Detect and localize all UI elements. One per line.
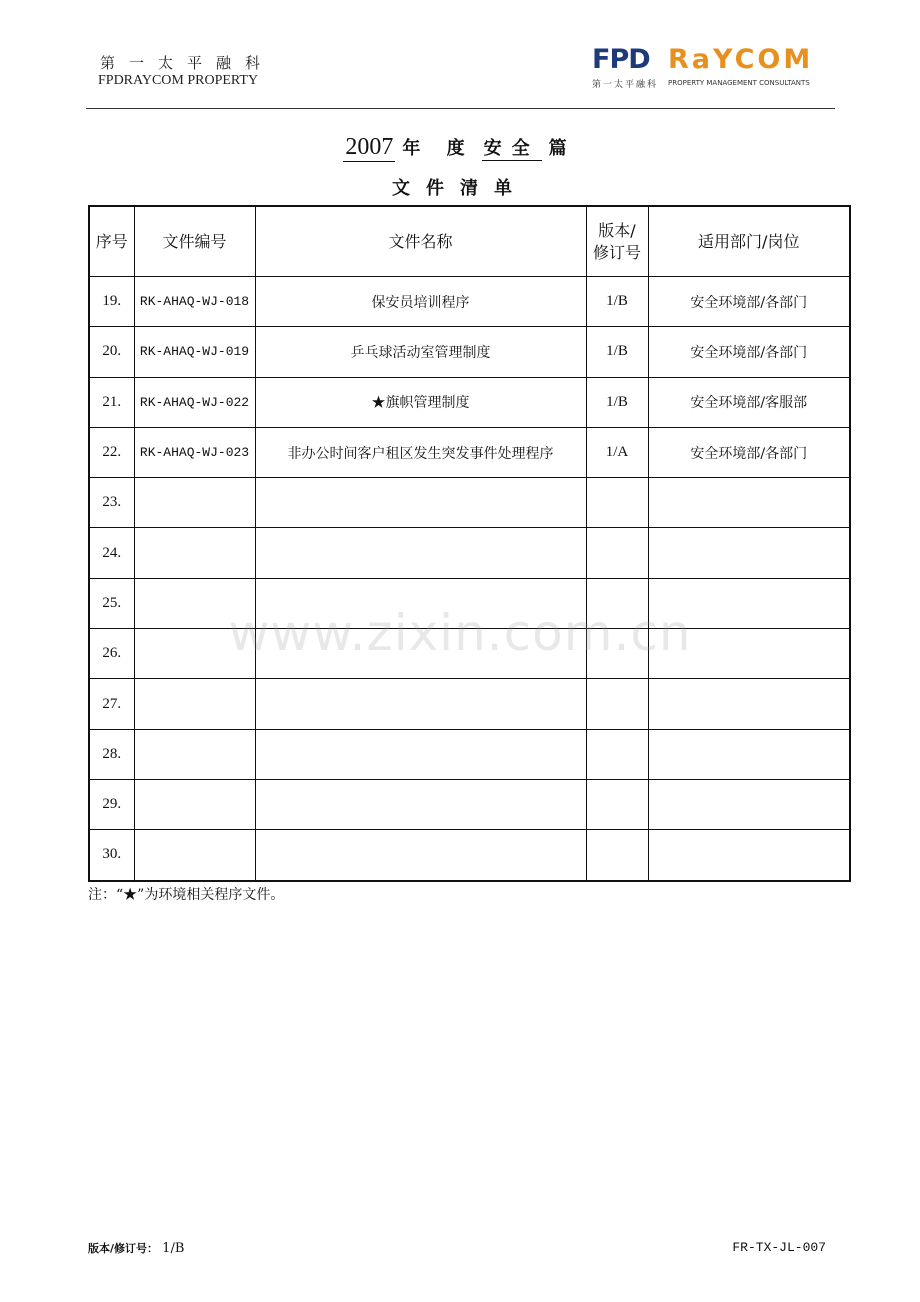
file-name bbox=[255, 528, 586, 578]
file-name: 乒乓球活动室管理制度 bbox=[255, 327, 586, 377]
table-row bbox=[89, 528, 850, 578]
footer-version bbox=[88, 1240, 184, 1256]
file-code bbox=[134, 679, 255, 729]
file-version bbox=[586, 478, 648, 528]
header-no: 序号 bbox=[89, 206, 134, 277]
file-list-table bbox=[88, 205, 851, 882]
file-version bbox=[586, 679, 648, 729]
logo-raycom-text: RaYCOM bbox=[668, 44, 814, 75]
file-code bbox=[134, 729, 255, 779]
applicable-dept bbox=[648, 528, 850, 578]
title-category: 安全 bbox=[482, 134, 542, 161]
file-name bbox=[255, 729, 586, 779]
applicable-dept: 安全环境部/客服部 bbox=[648, 377, 850, 427]
file-code bbox=[134, 830, 255, 881]
file-version: 1/B bbox=[586, 277, 648, 327]
row-number: 20. bbox=[89, 327, 134, 377]
title-category-suffix: 篇 bbox=[548, 138, 577, 159]
document-title bbox=[0, 134, 920, 162]
table-row bbox=[89, 277, 850, 327]
table-row bbox=[89, 679, 850, 729]
document-subtitle: 文件清单 bbox=[392, 178, 528, 199]
file-version: 1/B bbox=[586, 327, 648, 377]
header-dept: 适用部门/岗位 bbox=[648, 206, 850, 277]
file-name bbox=[255, 679, 586, 729]
table-row bbox=[89, 478, 850, 528]
table-row bbox=[89, 427, 850, 477]
file-code: RK-AHAQ-WJ-022 bbox=[134, 377, 255, 427]
row-number: 24. bbox=[89, 528, 134, 578]
company-logo bbox=[592, 44, 832, 92]
file-code: RK-AHAQ-WJ-018 bbox=[134, 277, 255, 327]
row-number: 30. bbox=[89, 830, 134, 881]
file-code bbox=[134, 779, 255, 829]
applicable-dept: 安全环境部/各部门 bbox=[648, 427, 850, 477]
file-version bbox=[586, 528, 648, 578]
title-year-word: 年 度 bbox=[402, 138, 475, 159]
file-code: RK-AHAQ-WJ-023 bbox=[134, 427, 255, 477]
file-code bbox=[134, 528, 255, 578]
file-code: RK-AHAQ-WJ-019 bbox=[134, 327, 255, 377]
header-divider bbox=[86, 108, 835, 109]
header-version: 版本/ 修订号 bbox=[586, 206, 648, 277]
applicable-dept bbox=[648, 830, 850, 881]
file-name bbox=[255, 779, 586, 829]
row-number: 29. bbox=[89, 779, 134, 829]
file-version: 1/A bbox=[586, 427, 648, 477]
row-number: 23. bbox=[89, 478, 134, 528]
applicable-dept bbox=[648, 729, 850, 779]
company-name-en: FPDRAYCOM PROPERTY bbox=[98, 73, 259, 88]
file-version bbox=[586, 830, 648, 881]
file-version bbox=[586, 729, 648, 779]
row-number: 22. bbox=[89, 427, 134, 477]
row-number: 26. bbox=[89, 629, 134, 679]
file-code bbox=[134, 478, 255, 528]
row-number: 28. bbox=[89, 729, 134, 779]
company-name-cn: 第一太平融科 bbox=[100, 54, 275, 72]
file-name: ★旗帜管理制度 bbox=[255, 377, 586, 427]
row-number: 25. bbox=[89, 578, 134, 628]
footer-form-code: FR-TX-JL-007 bbox=[732, 1240, 826, 1255]
file-version bbox=[586, 779, 648, 829]
file-name bbox=[255, 478, 586, 528]
footnote: 注：“★”为环境相关程序文件。 bbox=[88, 887, 285, 903]
row-number: 27. bbox=[89, 679, 134, 729]
table-row bbox=[89, 830, 850, 881]
file-name bbox=[255, 830, 586, 881]
row-number: 21. bbox=[89, 377, 134, 427]
footer-version-value: 1/B bbox=[162, 1241, 185, 1256]
header-name: 文件名称 bbox=[255, 206, 586, 277]
row-number: 19. bbox=[89, 277, 134, 327]
table-row bbox=[89, 327, 850, 377]
title-year: 2007 bbox=[345, 134, 394, 160]
table-header-row bbox=[89, 206, 850, 277]
logo-subtitle-cn: 第一太平融科 bbox=[592, 80, 659, 90]
table-row bbox=[89, 377, 850, 427]
applicable-dept: 安全环境部/各部门 bbox=[648, 327, 850, 377]
footer-version-label: 版本/修订号： bbox=[88, 1242, 159, 1255]
applicable-dept bbox=[648, 679, 850, 729]
applicable-dept: 安全环境部/各部门 bbox=[648, 277, 850, 327]
watermark: www.zixin.com.cn bbox=[228, 604, 692, 662]
logo-subtitle-en: PROPERTY MANAGEMENT CONSULTANTS bbox=[668, 79, 810, 87]
file-version: 1/B bbox=[586, 377, 648, 427]
header-code: 文件编号 bbox=[134, 206, 255, 277]
file-name: 保安员培训程序 bbox=[255, 277, 586, 327]
file-name: 非办公时间客户租区发生突发事件处理程序 bbox=[255, 427, 586, 477]
table-row bbox=[89, 779, 850, 829]
applicable-dept bbox=[648, 478, 850, 528]
logo-fpd-text: FPD bbox=[592, 44, 650, 75]
table-row bbox=[89, 729, 850, 779]
applicable-dept bbox=[648, 779, 850, 829]
